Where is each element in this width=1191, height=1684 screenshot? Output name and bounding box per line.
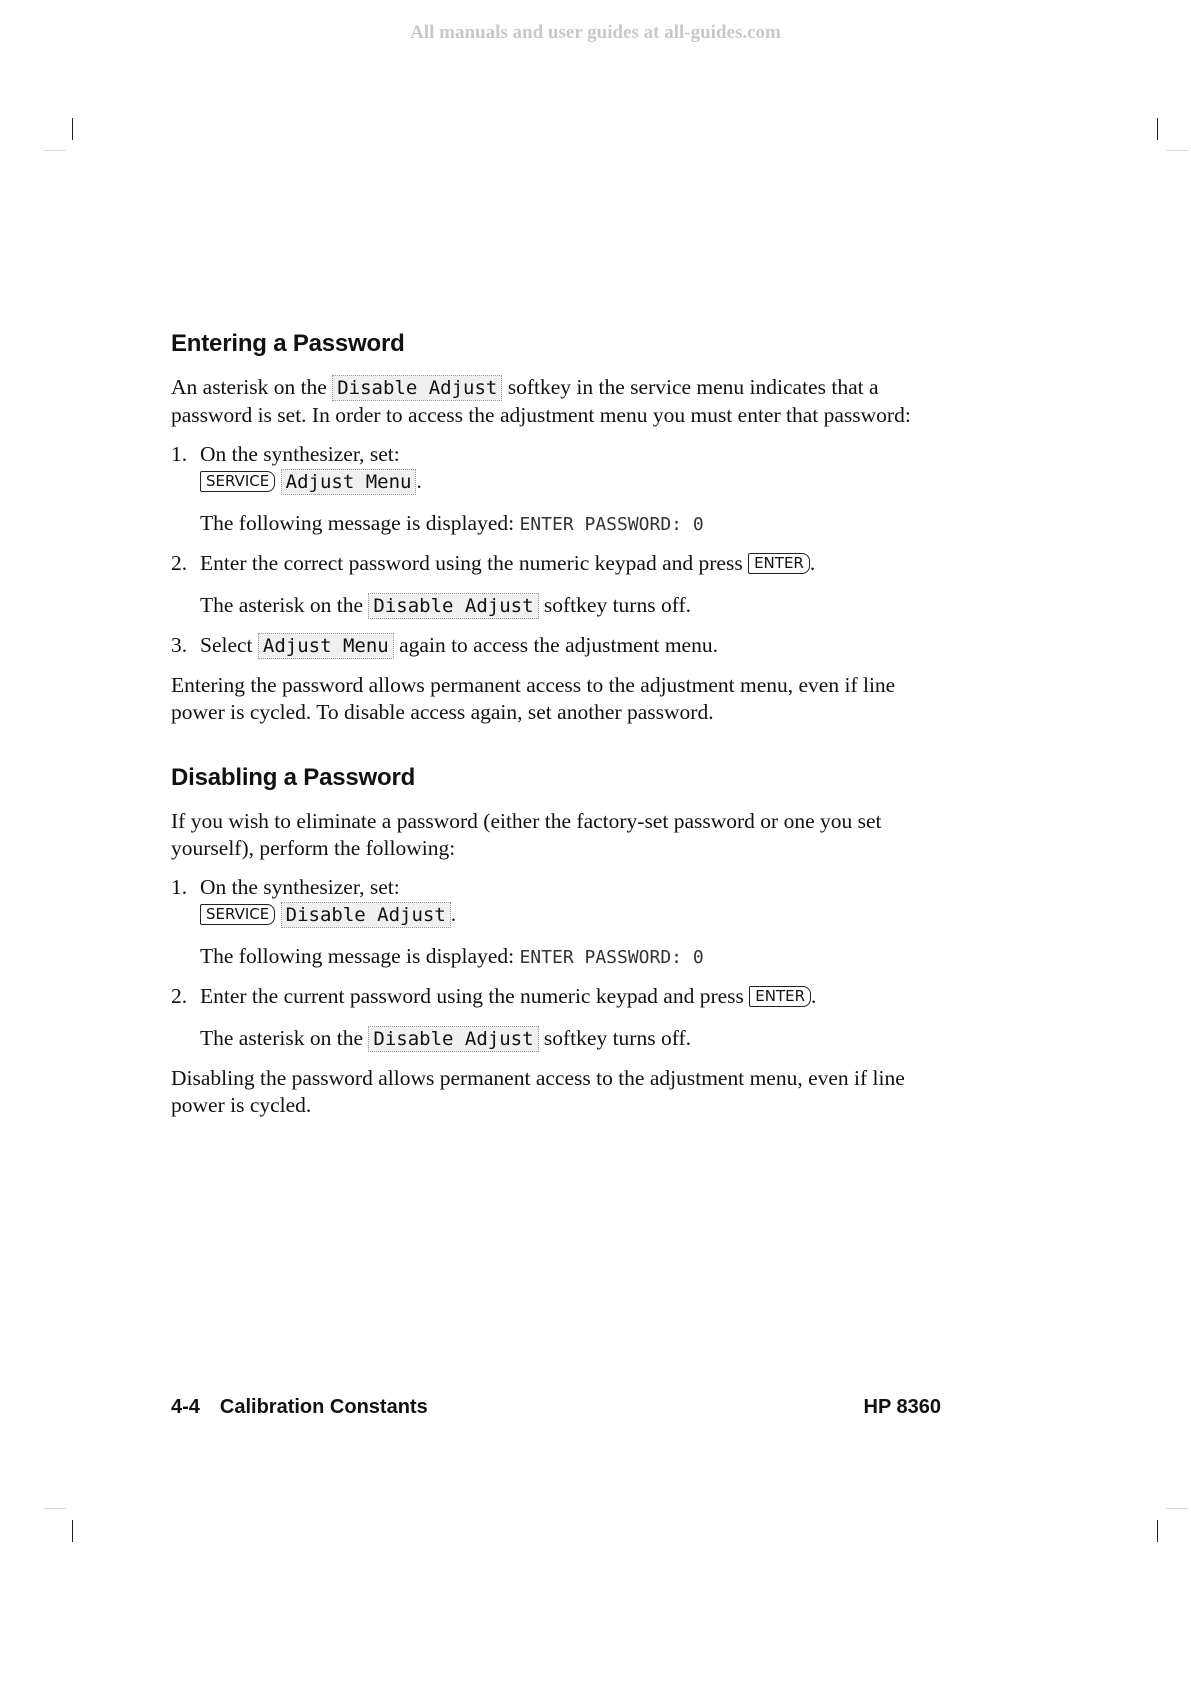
crop-mark-top-right xyxy=(1157,118,1158,140)
display-message: ENTER PASSWORD: 0 xyxy=(519,947,704,968)
section2-steps xyxy=(171,874,941,1053)
section1-steps xyxy=(171,441,941,660)
step-note-post: softkey turns off. xyxy=(543,593,692,617)
display-message: ENTER PASSWORD: 0 xyxy=(519,514,704,535)
step-note-pre: The asterisk on the xyxy=(200,593,363,617)
section1-closing: Entering the password allows permanent access to the adjustment menu, even if line power is cycled. To disable access again, set another password. xyxy=(171,673,896,724)
hardkey-enter: ENTER xyxy=(748,553,810,574)
crop-mark-bottom-right-h xyxy=(1166,1508,1188,1509)
step-suffix: . xyxy=(450,902,457,926)
step-number: 1. xyxy=(171,442,188,466)
page-content xyxy=(171,330,941,1131)
page-footer xyxy=(171,1396,941,1419)
list-item xyxy=(171,632,941,660)
section-heading-entering-password: Entering a Password xyxy=(171,330,405,357)
step-number: 3. xyxy=(171,633,188,657)
intro-text-post: softkey in the service menu indicates that a password is set. In order to access the adjustment menu you must enter that password: xyxy=(171,375,911,427)
step-suffix: . xyxy=(809,551,816,575)
list-item xyxy=(171,550,941,620)
step-text: Enter the current password using the numeric keypad and press xyxy=(200,984,744,1008)
step-text-pre: Select xyxy=(200,633,253,657)
crop-mark-bottom-right xyxy=(1157,1520,1158,1542)
hardkey-service: SERVICE xyxy=(200,904,275,925)
step-text: On the synthesizer, set: xyxy=(200,442,400,466)
step-text-post: again to access the adjustment menu. xyxy=(399,633,718,657)
section2-intro: If you wish to eliminate a password (either the factory-set password or one you set yourself), perform the following: xyxy=(171,809,882,860)
crop-mark-top-left xyxy=(72,118,73,140)
crop-mark-top-right-h xyxy=(1166,150,1188,151)
softkey-disable-adjust: Disable Adjust xyxy=(368,593,538,619)
watermark: All manuals and user guides at all-guides.com xyxy=(410,22,781,43)
step-suffix: . xyxy=(811,984,817,1008)
softkey-disable-adjust: Disable Adjust xyxy=(281,902,451,928)
section2-closing: Disabling the password allows permanent access to the adjustment menu, even if line power is cycled. xyxy=(171,1066,905,1117)
section1-intro xyxy=(171,374,941,429)
step-note: The following message is displayed: xyxy=(200,511,515,535)
step-suffix: . xyxy=(416,469,422,493)
step-note: The following message is displayed: xyxy=(200,944,515,968)
crop-mark-bottom-left xyxy=(72,1520,73,1542)
list-item xyxy=(171,983,941,1053)
step-number: 2. xyxy=(171,551,188,575)
step-text: Enter the correct password using the numeric keypad and press xyxy=(200,551,743,575)
softkey-disable-adjust: Disable Adjust xyxy=(368,1026,538,1052)
list-item xyxy=(171,441,941,538)
step-number: 2. xyxy=(171,984,188,1008)
softkey-adjust-menu: Adjust Menu xyxy=(281,469,417,495)
intro-text-pre: An asterisk on the xyxy=(171,375,327,399)
step-number: 1. xyxy=(171,875,188,899)
footer-chapter: Calibration Constants xyxy=(219,1396,428,1418)
hardkey-service: SERVICE xyxy=(200,471,275,492)
step-note-post: softkey turns off. xyxy=(543,1026,692,1050)
list-item xyxy=(171,874,941,971)
hardkey-enter: ENTER xyxy=(749,986,811,1007)
crop-mark-bottom-left-h xyxy=(44,1508,66,1509)
step-text: On the synthesizer, set: xyxy=(200,875,400,899)
step-note-pre: The asterisk on the xyxy=(200,1026,363,1050)
section-heading-disabling-password: Disabling a Password xyxy=(171,764,416,791)
crop-mark-top-left-h xyxy=(44,150,66,151)
softkey-adjust-menu: Adjust Menu xyxy=(258,633,394,659)
footer-model: HP 8360 xyxy=(863,1396,941,1418)
softkey-disable-adjust: Disable Adjust xyxy=(332,375,502,401)
footer-page-number: 4-4 xyxy=(171,1396,200,1418)
